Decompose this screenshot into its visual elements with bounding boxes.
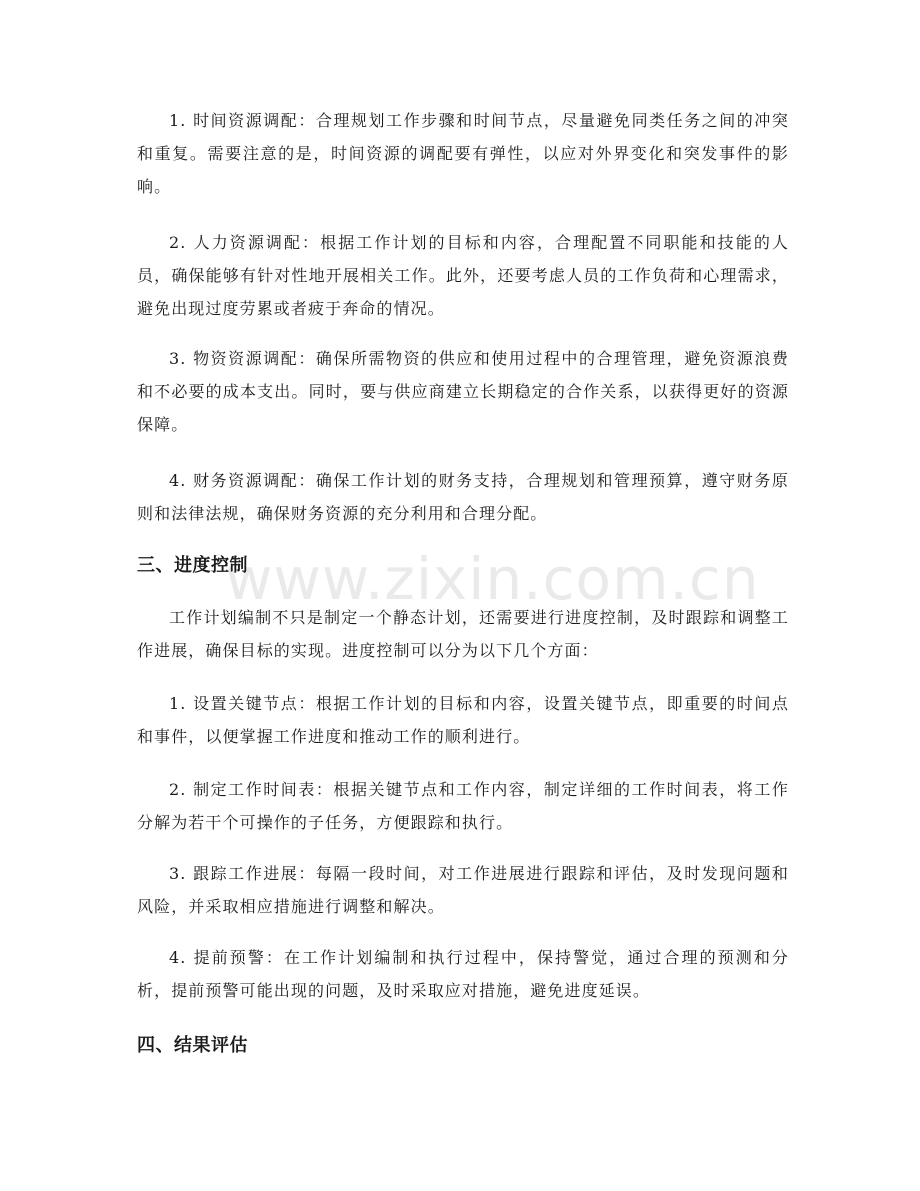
paragraph-time-resource: 1. 时间资源调配：合理规划工作步骤和时间节点，尽量避免同类任务之间的冲突和重复。需要注意的是，时间资源的调配要有弹性，以应对外界变化和突发事件的影响。 [137, 111, 789, 196]
section-heading-progress-control: 三、进度控制 [137, 555, 248, 576]
paragraph-human-resource: 2. 人力资源调配：根据工作计划的目标和内容，合理配置不同职能和技能的人员，确保能够有针对性地开展相关工作。此外，还要考虑人员的工作负荷和心理需求，避免出现过度劳累或者疲于奔命的情况。 [137, 233, 789, 318]
paragraph-material-resource: 3. 物资资源调配：确保所需物资的供应和使用过程中的合理管理，避免资源浪费和不必要的成本支出。同时，要与供应商建立长期稳定的合作关系，以获得更好的资源保障。 [137, 349, 789, 434]
paragraph-early-warning: 4. 提前预警：在工作计划编制和执行过程中，保持警觉，通过合理的预测和分析，提前预警可能出现的问题，及时采取应对措施，避免进度延误。 [137, 948, 789, 1000]
paragraph-progress-intro: 工作计划编制不只是制定一个静态计划，还需要进行进度控制，及时跟踪和调整工作进展，确保目标的实现。进度控制可以分为以下几个方面： [137, 608, 789, 660]
section-heading-result-evaluation: 四、结果评估 [137, 1035, 248, 1056]
paragraph-finance-resource: 4. 财务资源调配：确保工作计划的财务支持，合理规划和管理预算，遵守财务原则和法律法规，确保财务资源的充分利用和合理分配。 [137, 471, 789, 523]
paragraph-schedule: 2. 制定工作时间表：根据关键节点和工作内容，制定详细的工作时间表，将工作分解为若干个可操作的子任务，方便跟踪和执行。 [137, 780, 789, 832]
paragraph-tracking: 3. 跟踪工作进展：每隔一段时间，对工作进展进行跟踪和评估，及时发现问题和风险，并采取相应措施进行调整和解决。 [137, 864, 789, 916]
paragraph-key-nodes: 1. 设置关键节点：根据工作计划的目标和内容，设置关键节点，即重要的时间点和事件，以便掌握工作进度和推动工作的顺利进行。 [137, 694, 789, 746]
watermark: www.zixin.com.cn [225, 545, 760, 613]
